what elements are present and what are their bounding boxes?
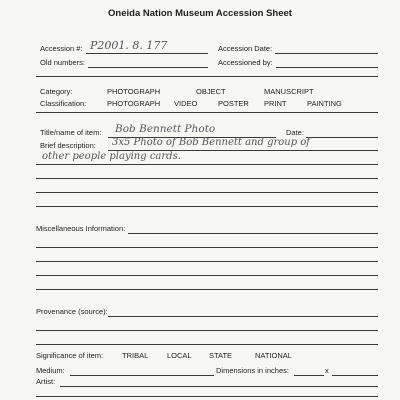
dimensions-height-line[interactable]: [332, 375, 378, 376]
brief-description-label: Brief description:: [40, 141, 96, 150]
classification-option-poster[interactable]: POSTER: [218, 99, 249, 108]
medium-line[interactable]: [70, 375, 214, 376]
title-name-value: Bob Bennett Photo: [115, 123, 216, 135]
section-divider: [36, 76, 378, 77]
accessioned-by-line[interactable]: [276, 67, 378, 68]
date-line[interactable]: [306, 137, 378, 138]
accession-number-label: Accession #:: [40, 44, 83, 53]
category-option-manuscript[interactable]: MANUSCRIPT: [264, 87, 314, 96]
dimensions-label: Dimensions in inches:: [216, 366, 289, 375]
accession-number-line[interactable]: [86, 53, 208, 54]
sheet-title: Oneida Nation Museum Accession Sheet: [108, 8, 292, 19]
significance-option-local[interactable]: LOCAL: [167, 351, 192, 360]
accession-number-value: P2001. 8. 177: [90, 39, 168, 52]
provenance-line[interactable]: [108, 316, 378, 317]
accessioned-by-label: Accessioned by:: [218, 58, 273, 67]
dimensions-width-line[interactable]: [294, 375, 324, 376]
writing-line[interactable]: [36, 192, 378, 193]
significance-option-national[interactable]: NATIONAL: [255, 351, 292, 360]
classification-option-video[interactable]: VIDEO: [174, 99, 198, 108]
classification-label: Classification:: [40, 99, 87, 108]
accession-date-label: Accession Date:: [218, 44, 273, 53]
misc-info-label: Miscellaneous Information:: [36, 224, 126, 233]
provenance-label: Provenance (source):: [36, 307, 108, 316]
classification-option-print[interactable]: PRINT: [264, 99, 287, 108]
brief-description-line2: other people playing cards.: [42, 151, 181, 162]
writing-line[interactable]: [36, 261, 378, 262]
significance-option-tribal[interactable]: TRIBAL: [122, 351, 149, 360]
artist-label: Artist:: [36, 377, 56, 386]
artist-line[interactable]: [60, 386, 378, 387]
writing-line[interactable]: [36, 344, 378, 345]
writing-line[interactable]: [36, 178, 378, 179]
misc-info-line[interactable]: [128, 233, 378, 234]
dimensions-x-separator: x: [325, 366, 329, 375]
category-option-object[interactable]: OBJECT: [196, 87, 226, 96]
writing-line[interactable]: [36, 247, 378, 248]
old-numbers-label: Old numbers:: [40, 58, 86, 67]
title-name-label: Title/name of item:: [40, 128, 102, 137]
writing-line[interactable]: [36, 289, 378, 290]
writing-line[interactable]: [36, 164, 378, 165]
significance-option-state[interactable]: STATE: [209, 351, 233, 360]
significance-label: Significance of item:: [36, 351, 104, 360]
writing-line[interactable]: [36, 275, 378, 276]
medium-label: Medium:: [36, 366, 65, 375]
classification-option-photograph[interactable]: PHOTOGRAPH: [107, 99, 161, 108]
category-option-photograph[interactable]: PHOTOGRAPH: [107, 87, 161, 96]
date-label: Date:: [286, 128, 304, 137]
accession-date-line[interactable]: [275, 53, 378, 54]
writing-line[interactable]: [36, 396, 378, 397]
brief-description-line1: 3x5 Photo of Bob Bennett and group of: [112, 137, 311, 148]
section-divider: [36, 112, 378, 113]
old-numbers-line[interactable]: [88, 67, 208, 68]
classification-option-painting[interactable]: PAINTING: [307, 99, 342, 108]
category-label: Category:: [40, 87, 73, 96]
writing-line[interactable]: [36, 330, 378, 331]
writing-line[interactable]: [36, 206, 378, 207]
